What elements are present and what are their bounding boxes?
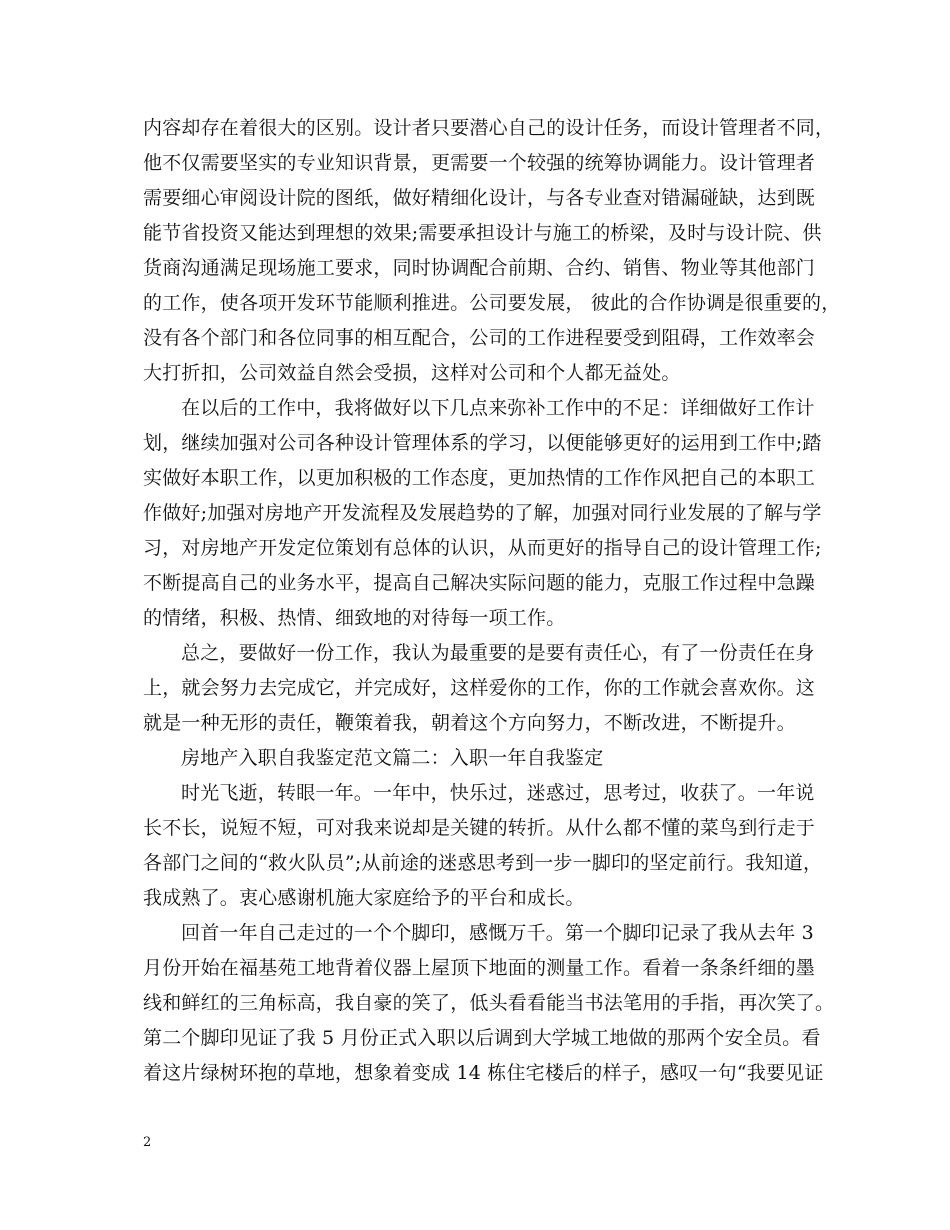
- text-line: 上，就会努力去完成它，并完成好，这样爱你的工作，你的工作就会喜欢你。这: [143, 677, 816, 699]
- text-line: 作做好;加强对房地产开发流程及发展趋势的了解，加强对同行业发展的了解与学: [143, 502, 822, 524]
- text-line: 内容却存在着很大的区别。设计者只要潜心自己的设计任务，而设计管理者不同，: [143, 117, 835, 139]
- paragraph-first-line: 在以后的工作中，我将做好以下几点来弥补工作中的不足：详细做好工作计: [181, 397, 815, 419]
- text-line: 就是一种无形的责任，鞭策着我，朝着这个方向努力，不断改进，不断提升。: [143, 712, 796, 734]
- text-line: 第二个脚印见证了我 5 月份正式入职以后调到大学城工地做的那两个安全员。看: [143, 1027, 821, 1049]
- text-line: 货商沟通满足现场施工要求，同时协调配合前期、合约、销售、物业等其他部门: [143, 257, 816, 279]
- text-line: 不断提高自己的业务水平，提高自己解决实际问题的能力，克服工作过程中急躁: [143, 572, 816, 594]
- paragraph-first-line: 时光飞逝，转眼一年。一年中，快乐过，迷惑过，思考过，收获了。一年说: [181, 782, 815, 804]
- page-number: 2: [143, 1135, 152, 1150]
- paragraph-first-line: 回首一年自己走过的一个个脚印，感慨万千。第一个脚印记录了我从去年 3: [181, 922, 814, 944]
- text-line: 月份开始在福基苑工地背着仪器上屋顶下地面的测量工作。看着一条条纤细的墨: [143, 957, 816, 979]
- text-line: 划，继续加强对公司各种设计管理体系的学习，以便能够更好的运用到工作中;踏: [143, 432, 822, 454]
- text-line: 没有各个部门和各位同事的相互配合，公司的工作进程要受到阻碍，工作效率会: [143, 327, 816, 349]
- text-line: 的工作，使各项开发环节能顺利推进。公司要发展， 彼此的合作协调是很重要的，: [143, 292, 841, 314]
- text-line: 能节省投资又能达到理想的效果;需要承担设计与施工的桥梁，及时与设计院、供: [143, 222, 822, 244]
- text-line: 长不长，说短不短，可对我来说却是关键的转折。从什么都不懂的菜鸟到行走于: [143, 817, 816, 839]
- paragraph-first-line: 总之，要做好一份工作，我认为最重要的是要有责任心，有了一份责任在身: [181, 642, 815, 664]
- text-line: 线和鲜红的三角标高，我自豪的笑了，低头看看能当书法笔用的手指，再次笑了。: [143, 992, 835, 1014]
- text-line: 实做好本职工作，以更加积极的工作态度，更加热情的工作作风把自己的本职工: [143, 467, 816, 489]
- text-line: 习，对房地产开发定位策划有总体的认识，从而更好的指导自己的设计管理工作;: [143, 537, 822, 559]
- document-body: [143, 111, 841, 1091]
- text-line: 他不仅需要坚实的专业知识背景，更需要一个较强的统筹协调能力。设计管理者: [143, 152, 816, 174]
- text-line: 需要细心审阅设计院的图纸，做好精细化设计，与各专业查对错漏碰缺，达到既: [143, 187, 816, 209]
- text-line: 着这片绿树环抱的草地，想象着变成 14 栋住宅楼后的样子，感叹一句“我要见证: [143, 1062, 824, 1084]
- text-line: 大打折扣，公司效益自然会受损，这样对公司和个人都无益处。: [143, 362, 681, 384]
- text-line: 各部门之间的“救火队员”;从前途的迷惑思考到一步一脚印的坚定前行。我知道，: [143, 852, 823, 874]
- section-heading: 房地产入职自我鉴定范文篇二：入职一年自我鉴定: [181, 747, 604, 769]
- text-line: 我成熟了。衷心感谢机施大家庭给予的平台和成长。: [143, 887, 585, 909]
- text-line: 的情绪，积极、热情、细致地的对待每一项工作。: [143, 607, 566, 629]
